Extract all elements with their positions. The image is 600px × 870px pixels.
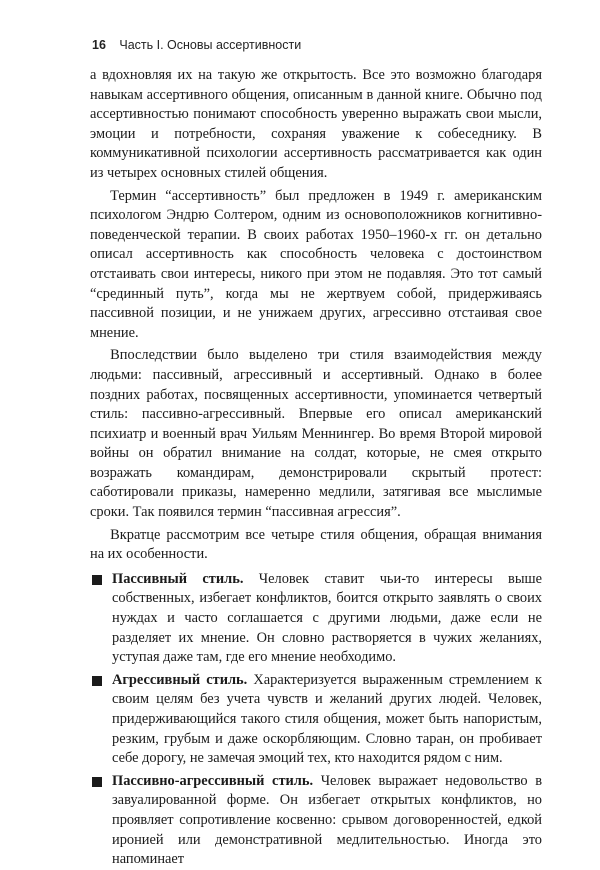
styles-list — [90, 570, 542, 870]
paragraph: Впоследствии было выделено три стиля взаимодействия между людьми: пассивный, агрессивный и ассертивный. Однако в более поздних работах, посвященных ассертивности, упоминается четвертый стиль: пассивно-агрессивный. Впервые его описал американский психиатр и военный врач Уильям Меннингер. Во время Второй мировой войны он обратил внимание на солдат, которые, не смея открыто возражать командирам, демонстрировали скрытый протест: саботировали приказы, намеренно медлили, затягивая все мыслимые сроки. Так появился термин “пассивная агрессия”. — [90, 347, 542, 521]
square-bullet-icon — [92, 575, 102, 585]
paragraph: Вкратце рассмотрим все четыре стиля общения, обращая внимания на их особенности. — [90, 526, 542, 563]
square-bullet-icon — [92, 676, 102, 686]
list-item — [112, 570, 542, 668]
list-item — [112, 671, 542, 769]
square-bullet-icon — [92, 777, 102, 787]
list-item-text: Человек выражает недовольство в завуалированной форме. Он избегает открытых конфликтов, но проявляет сопротивление косвенно: срывом договоренностей, едкой иронией или демонстративной медлительностью. Иногда это напоминает — [112, 772, 542, 868]
list-item-text: Человек ставит чьи-то интересы выше собственных, избегает конфликтов, боится открыто заявлять о своих нуждах и часто соглашается с другими людьми, даже если не разделяет их мнение. Он словно растворяется в чужих желаниях, уступая даже там, где его мнение необходимо. — [112, 570, 542, 666]
list-item-text: Характеризуется выраженным стремлением к своим целям без учета чувств и желаний других людей. Человек, придерживающийся такого стиля общения, может быть напористым, резким, грубым и даже оскорбляющим. Словно таран, он пробивает себе дорогу, не замечая эмоций тех, кто находится рядом с ним. — [112, 671, 542, 767]
running-header — [92, 38, 542, 52]
page-body — [90, 66, 542, 870]
paragraph: а вдохновляя их на такую же открытость. Все это возможно благодаря навыкам ассертивного общения, описанным в данной книге. Обычно под ассертивностью понимают способность уверенно выражать свои мысли, эмоции и потребности, сохраняя уважение к собеседнику. В коммуникативной психологии ассертивность рассматривается как один из четырех основных стилей общения. — [90, 67, 542, 181]
list-item-term: Пассивный стиль. — [112, 570, 244, 587]
list-item-term: Агрессивный стиль. — [112, 671, 248, 688]
list-item — [112, 772, 542, 870]
paragraph: Термин “ассертивность” был предложен в 1949 г. американским психологом Эндрю Солтером, одним из основоположников когнитивно-поведенческой терапии. В своих работах 1950–1960-х гг. он детально описал ассертивность как способность человека с достоинством отстаивать свои интересы, никого при этом не подавляя. Это тот самый “срединный путь”, когда мы не жертвуем собой, придерживаясь пассивной позиции, и не унижаем других, агрессивно отстаивая свое мнение. — [90, 187, 542, 341]
page-number: 16 — [92, 38, 106, 52]
list-item-term: Пассивно-агрессивный стиль. — [112, 772, 314, 789]
running-title: Часть I. Основы ассертивности — [119, 38, 302, 52]
